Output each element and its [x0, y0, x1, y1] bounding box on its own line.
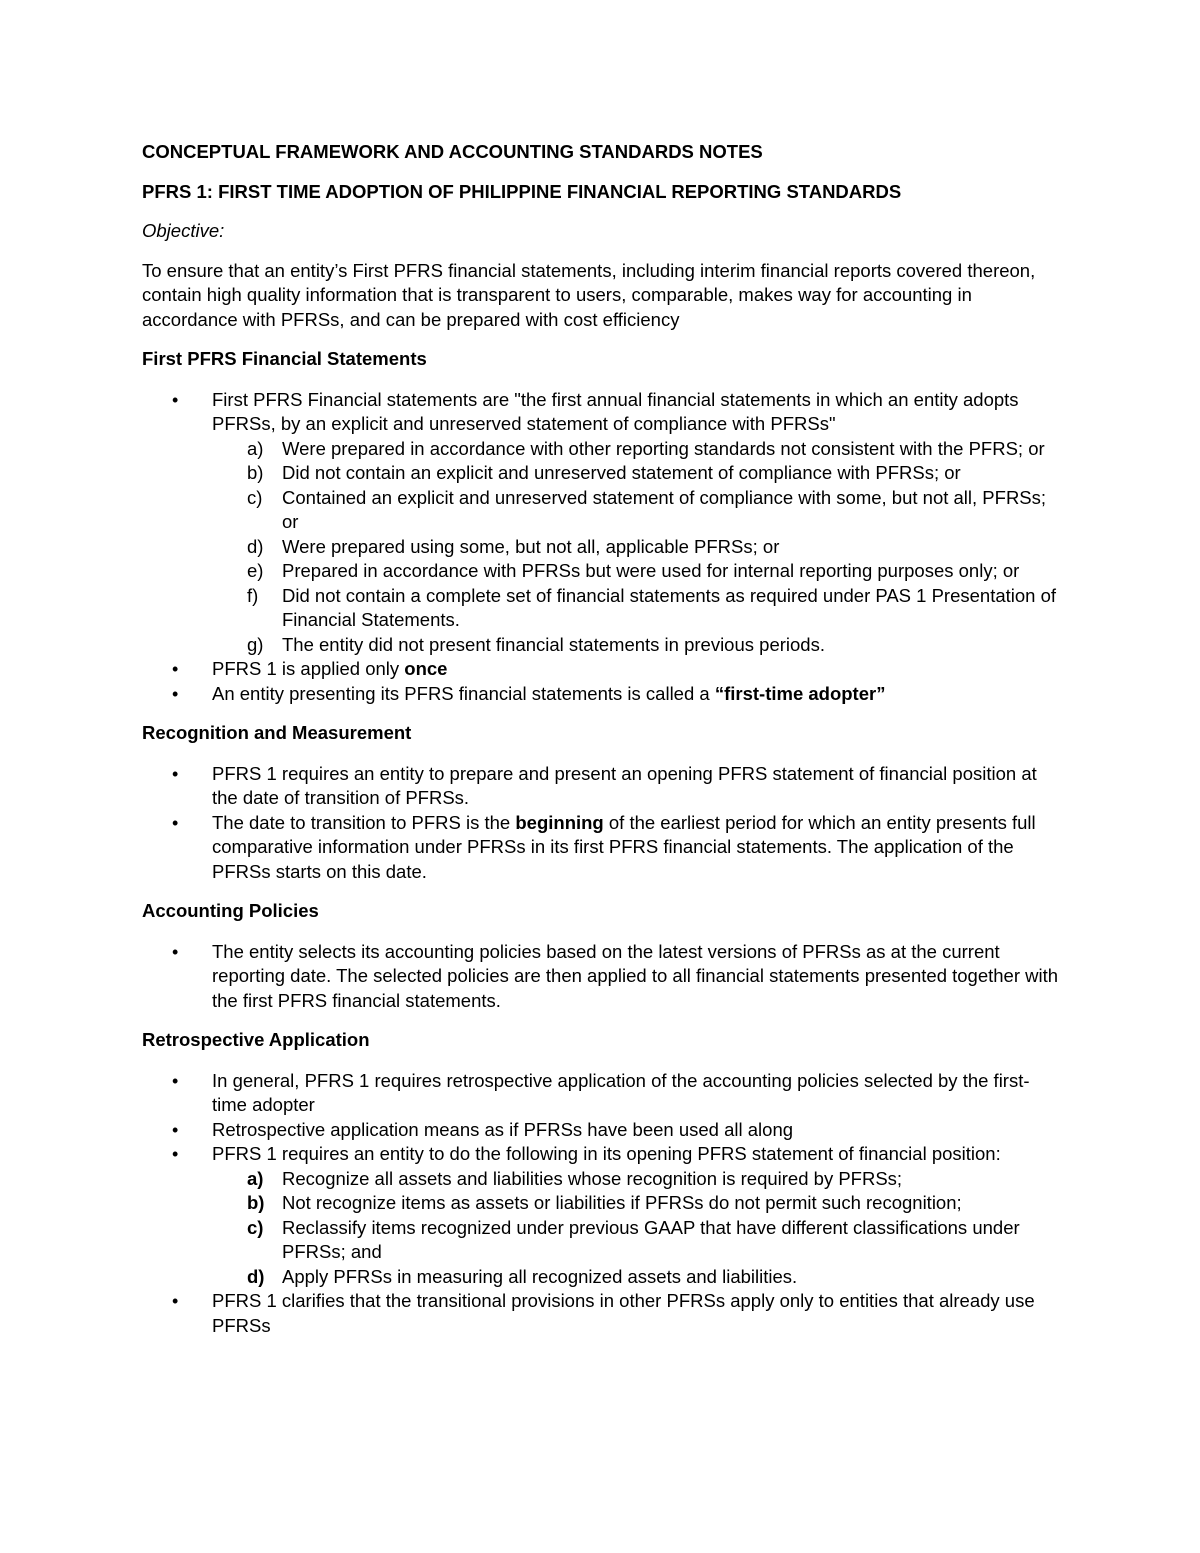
list-item	[212, 1191, 1062, 1216]
list-item	[212, 1216, 1062, 1265]
list-item-text: The entity selects its accounting policies based on the latest versions of PFRSs as at the current reporting date. The selected policies are then applied to all financial statements presented together with the first PFRS financial statements.	[212, 940, 1059, 1011]
list-item-text: Prepared in accordance with PFRSs but were used for internal reporting purposes only; or	[282, 560, 1020, 581]
list-marker: c)	[247, 486, 263, 508]
list-marker: e)	[247, 560, 264, 581]
list-item	[142, 762, 1062, 811]
list-item-text: Were prepared in accordance with other reporting standards not consistent with the PFRS; or	[282, 437, 1045, 459]
accounting-policies-list	[142, 940, 1062, 1014]
list-item-text: The entity did not present financial statements in previous periods.	[282, 633, 825, 655]
document-title: CONCEPTUAL FRAMEWORK AND ACCOUNTING STANDARDS NOTES	[142, 141, 763, 162]
first-pfrs-conditions	[212, 437, 1062, 658]
transition-date-text-pre: The date to transition to PFRS is the	[212, 811, 516, 833]
transition-date-emphasis: beginning	[515, 811, 604, 833]
list-item	[142, 940, 1062, 1014]
list-item	[142, 388, 1062, 658]
list-item-text: Apply PFRSs in measuring all recognized assets and liabilities.	[282, 1265, 798, 1287]
list-item	[212, 1265, 1062, 1290]
objective-label: Objective:	[142, 220, 225, 241]
retrospective-list	[142, 1069, 1062, 1339]
list-item	[212, 486, 1062, 535]
list-item-text: PFRS 1 requires an entity to do the following in its opening PFRS statement of financial position:	[212, 1143, 1001, 1164]
list-item-text: Recognize all assets and liabilities whose recognition is required by PFRSs;	[282, 1167, 903, 1189]
heading-retrospective: Retrospective Application	[142, 1029, 370, 1050]
list-item-text: Reclassify items recognized under previous GAAP that have different classifications under PFRSs; and	[282, 1216, 1020, 1262]
document-subtitle: PFRS 1: FIRST TIME ADOPTION OF PHILIPPINE FINANCIAL REPORTING STANDARDS	[142, 180, 902, 202]
list-marker: c)	[247, 1216, 264, 1238]
list-marker: a)	[247, 1167, 264, 1189]
applied-once-emphasis: once	[404, 658, 448, 679]
list-item	[142, 657, 1062, 682]
opening-statement-requirements	[212, 1167, 1062, 1290]
applied-once-text: PFRS 1 is applied only	[212, 658, 405, 679]
list-marker: d)	[247, 535, 264, 557]
heading-recognition: Recognition and Measurement	[142, 722, 412, 743]
list-item	[212, 535, 1062, 560]
list-marker: f)	[247, 584, 259, 606]
list-item	[212, 584, 1062, 633]
first-pfrs-definition: First PFRS Financial statements are "the first annual financial statements in which an entity adopts PFRSs, by an explicit and unreserved statement of compliance with PFRSs"	[212, 388, 1019, 434]
list-item-text: In general, PFRS 1 requires retrospective application of the accounting policies selected by the first-time adopter	[212, 1069, 1030, 1115]
heading-accounting-policies: Accounting Policies	[142, 900, 319, 921]
list-marker: b)	[247, 1192, 265, 1213]
list-marker: g)	[247, 633, 264, 655]
list-item	[142, 1142, 1062, 1289]
list-marker: a)	[247, 437, 264, 459]
list-item-text: Retrospective application means as if PFRSs have been used all along	[212, 1118, 794, 1140]
list-item	[142, 811, 1062, 885]
list-item-text: Were prepared using some, but not all, applicable PFRSs; or	[282, 535, 780, 557]
list-marker: d)	[247, 1265, 265, 1287]
list-item	[142, 1069, 1062, 1118]
document-content	[142, 140, 1062, 1353]
list-item	[212, 1167, 1062, 1192]
list-item	[142, 1118, 1062, 1143]
list-item	[212, 633, 1062, 658]
recognition-list	[142, 762, 1062, 885]
list-item	[212, 437, 1062, 462]
list-item-text: PFRS 1 requires an entity to prepare and present an opening PFRS statement of financial position at the date of transition of PFRSs.	[212, 762, 1037, 808]
list-item	[142, 1289, 1062, 1338]
list-item-text: PFRS 1 clarifies that the transitional provisions in other PFRSs apply only to entities that already use PFRSs	[212, 1290, 1035, 1336]
list-item	[212, 461, 1062, 486]
objective-text: To ensure that an entity’s First PFRS financial statements, including interim financial reports covered thereon, contain high quality information that is transparent to users, comparable, makes way for accounting in accordance with PFRSs, and can be prepared with cost efficiency	[142, 259, 1036, 330]
list-marker: b)	[247, 462, 264, 483]
list-item-text: Did not contain a complete set of financial statements as required under PAS 1 Presentation of Financial Statements.	[282, 584, 1057, 630]
list-item	[142, 682, 1062, 707]
heading-first-pfrs: First PFRS Financial Statements	[142, 348, 427, 369]
list-item-text: Contained an explicit and unreserved statement of compliance with some, but not all, PFRSs; or	[282, 486, 1047, 532]
first-pfrs-list	[142, 388, 1062, 707]
list-item-text: Did not contain an explicit and unreserved statement of compliance with PFRSs; or	[282, 462, 961, 483]
list-item-text: Not recognize items as assets or liabilities if PFRSs do not permit such recognition;	[282, 1192, 962, 1213]
transition-date-text-post: of the earliest period for which an entity presents full comparative information under PFRSs in its first PFRS financial statements. The application of the PFRSs starts on this date.	[212, 811, 1036, 882]
list-item	[212, 559, 1062, 584]
first-time-adopter-term: “first-time adopter”	[714, 682, 886, 704]
first-time-adopter-text: An entity presenting its PFRS financial statements is called a	[212, 682, 715, 704]
